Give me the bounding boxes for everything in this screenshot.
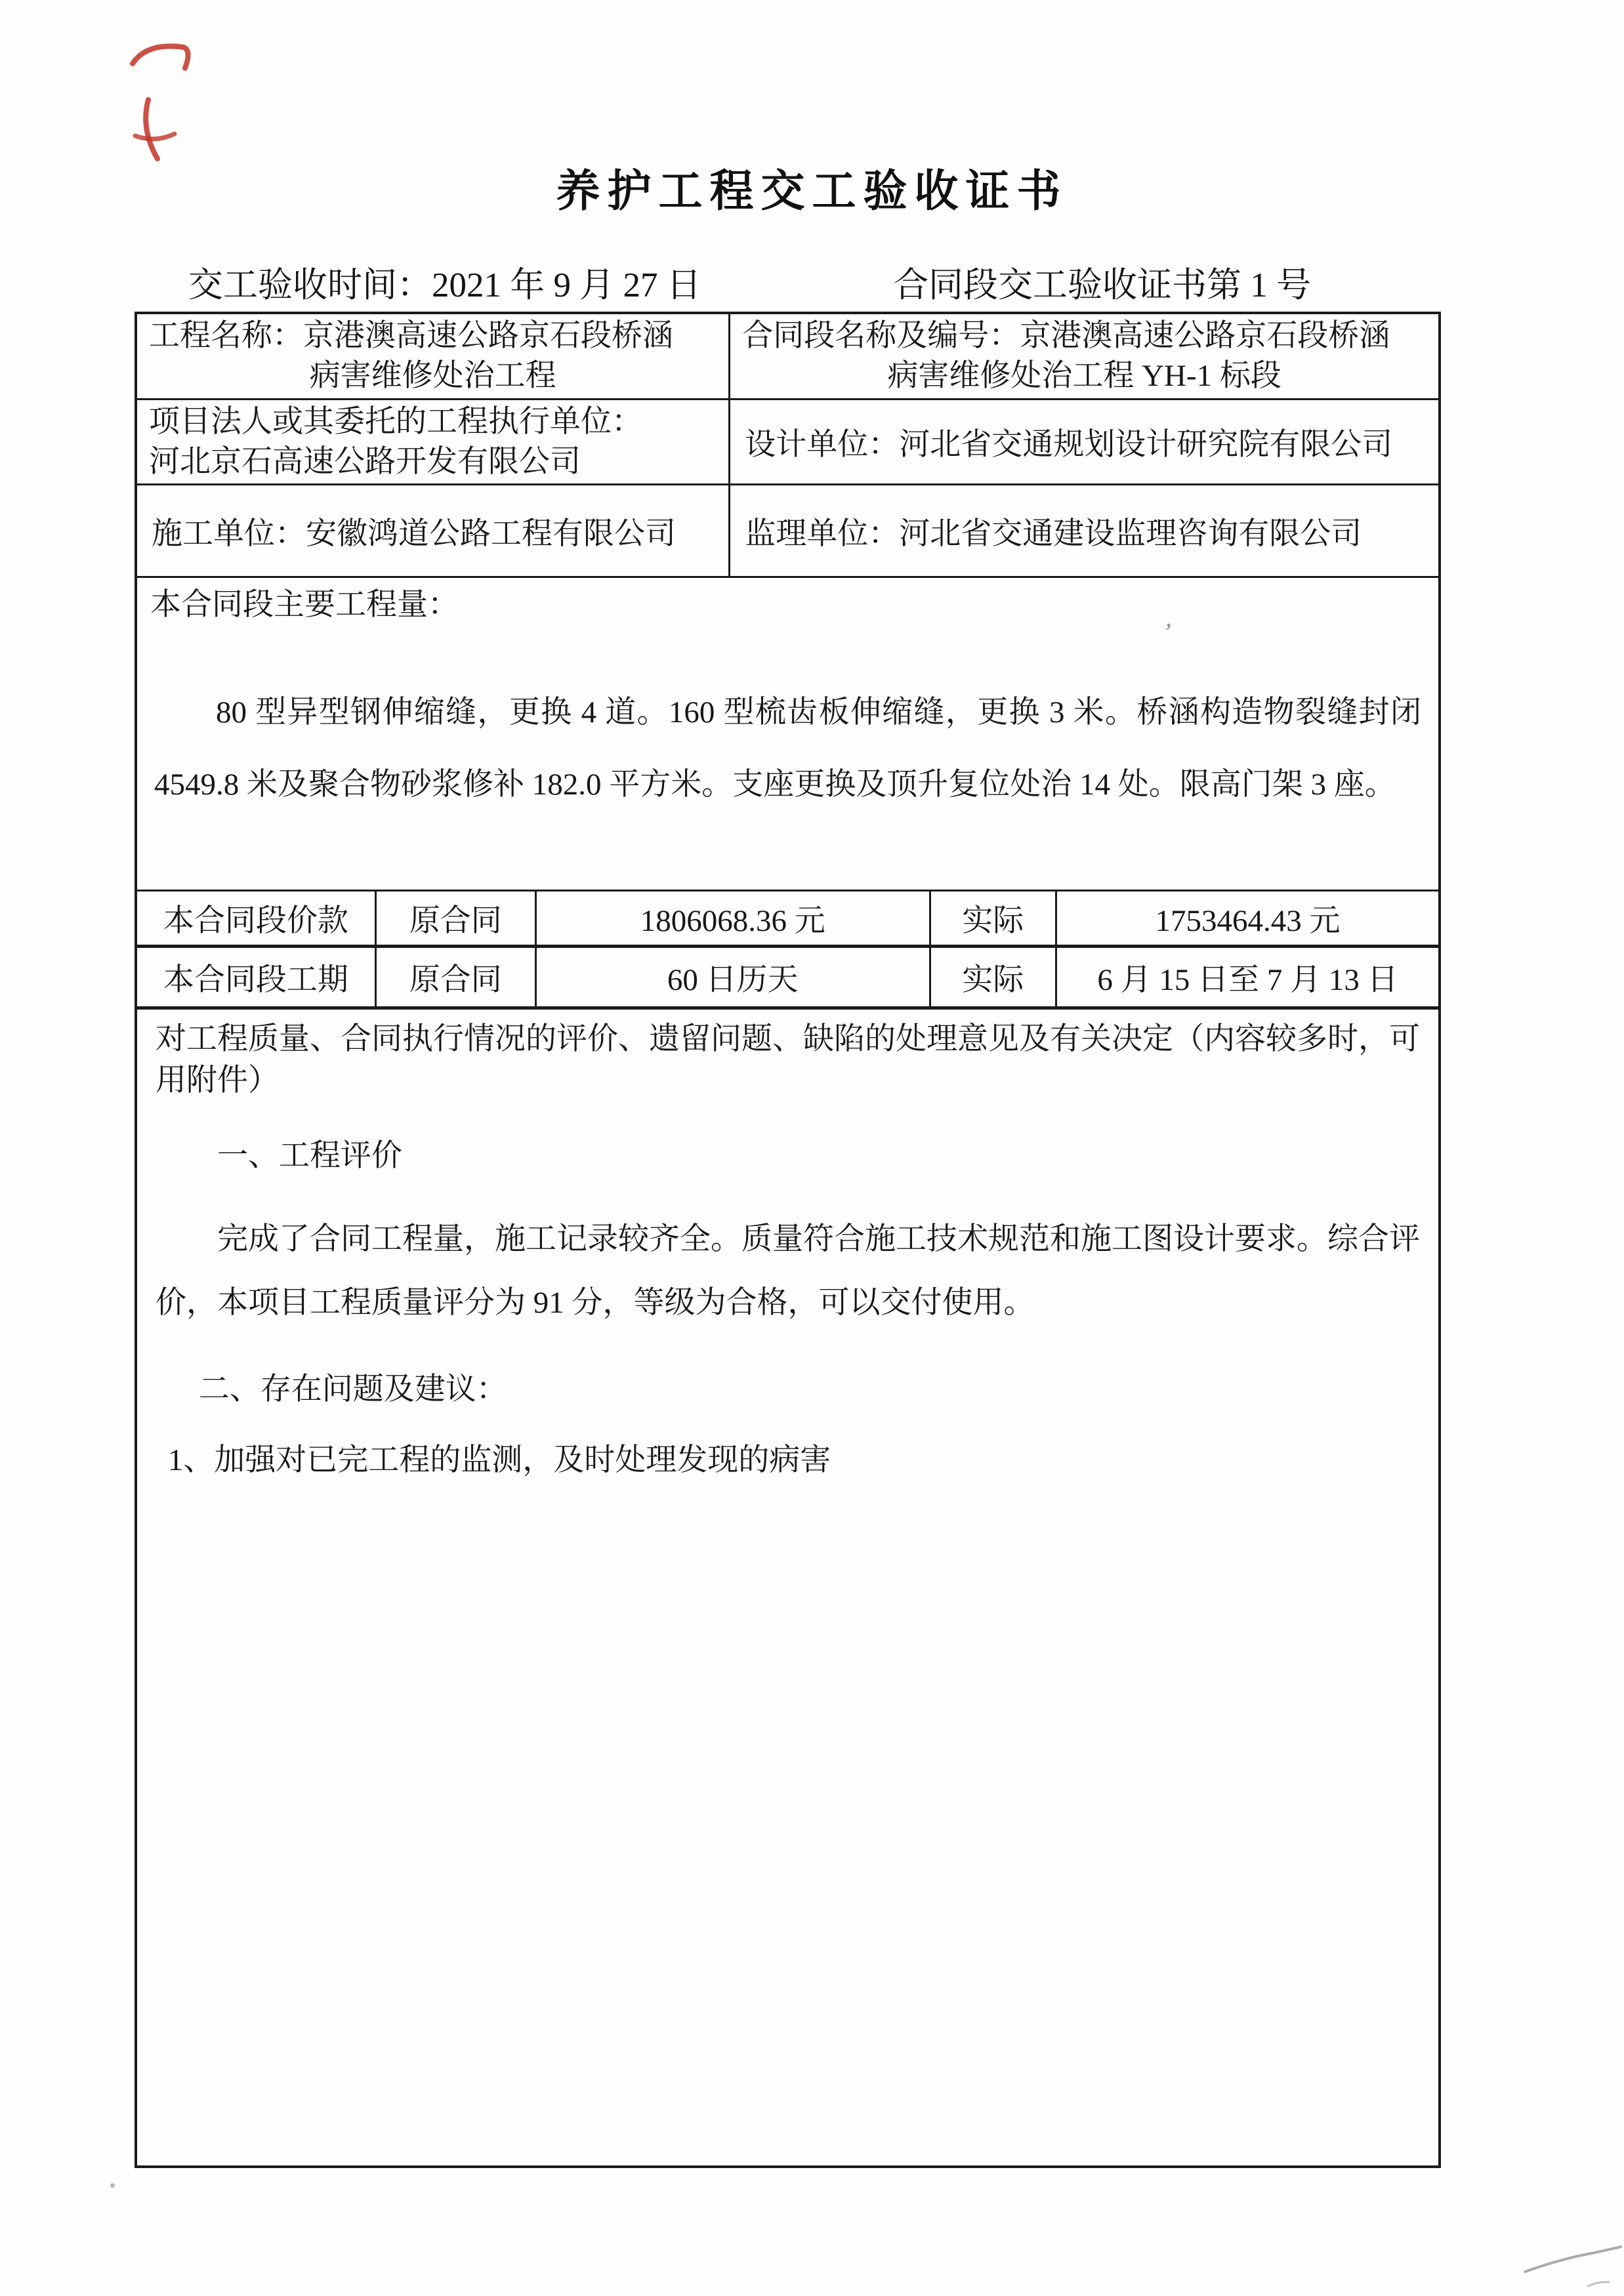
quantities-heading: 本合同段主要工程量： bbox=[150, 588, 459, 622]
evaluation-section1-body: 完成了合同工程量，施工记录较齐全。质量符合施工技术规范和施工图设计要求。综合评价，本项目工程质量评分为 91 分，等级为合格，可以交付使用。 bbox=[156, 1222, 1420, 1320]
executor-line1: 项目法人或其委托的工程执行单位： bbox=[149, 404, 642, 439]
table-row-contractor bbox=[137, 485, 1438, 578]
contract-name-cell bbox=[730, 314, 1438, 398]
designer-cell: 设计单位：河北省交通规划设计研究院有限公司 bbox=[745, 428, 1393, 462]
table-row-quantities bbox=[137, 578, 1438, 892]
contract-name-line2: 病害维修处治工程 YH-1 标段 bbox=[887, 359, 1281, 393]
evaluation-heading: 对工程质量、合同执行情况的评价、遗留问题、缺陷的处理意见及有关决定（内容较多时，可用附件） bbox=[156, 1022, 1420, 1097]
project-name-line2: 病害维修处治工程 bbox=[309, 359, 556, 393]
acceptance-time: 交工验收时间：2021 年 9 月 27 日 bbox=[188, 266, 701, 304]
executor-cell bbox=[137, 400, 730, 483]
price-orig-value-cell: 1806068.36 元 bbox=[537, 892, 931, 945]
contractor-cell: 施工单位：安徽鸿道公路工程有限公司 bbox=[137, 485, 730, 576]
table-row-evaluation bbox=[137, 1010, 1438, 2165]
scan-dot-artifact bbox=[110, 2183, 115, 2188]
duration-actual-value-cell: 6 月 15 日至 7 月 13 日 bbox=[1097, 963, 1398, 997]
scan-tick-artifact: ’ bbox=[1159, 617, 1175, 647]
price-orig-label-cell: 原合同 bbox=[377, 892, 537, 945]
evaluation-section2-item: 1、加强对已完工程的监测，及时处理发现的病害 bbox=[167, 1443, 831, 1477]
project-name-cell bbox=[137, 314, 730, 398]
table-row-price bbox=[137, 892, 1438, 948]
evaluation-section2-title: 二、存在问题及建议： bbox=[198, 1372, 507, 1406]
table-row-executor bbox=[137, 400, 1438, 485]
table-row-duration bbox=[137, 948, 1438, 1010]
price-label-cell: 本合同段价款 bbox=[137, 892, 377, 945]
duration-orig-label-cell: 原合同 bbox=[377, 948, 537, 1006]
executor-line2: 河北京石高速公路开发有限公司 bbox=[149, 444, 581, 479]
table-row-project bbox=[137, 314, 1438, 400]
evaluation-cell bbox=[137, 1010, 1438, 2165]
evaluation-section1-title: 一、工程评价 bbox=[217, 1139, 402, 1173]
supervisor-cell: 监理单位：河北省交通建设监理咨询有限公司 bbox=[745, 516, 1362, 551]
duration-label-cell: 本合同段工期 bbox=[137, 948, 377, 1006]
certificate-table bbox=[135, 312, 1441, 2168]
duration-actual-label-cell: 实际 bbox=[931, 948, 1057, 1006]
contract-name-line1: 合同段名称及编号：京港澳高速公路京石段桥涵 bbox=[742, 319, 1390, 353]
quantities-paragraph: 80 型异型钢伸缩缝，更换 4 道。160 型梳齿板伸缩缝，更换 3 米。桥涵构造物裂缝封闭 4549.8 米及聚合物砂浆修补 182.0 平方米。支座更换及顶升复位处治 14 处。限高门架 3 座。 bbox=[154, 695, 1421, 802]
project-name-line1: 工程名称：京港澳高速公路京石段桥涵 bbox=[149, 319, 673, 353]
certificate-number: 合同段交工验收证书第 1 号 bbox=[894, 266, 1311, 304]
duration-orig-value-cell: 60 日历天 bbox=[537, 948, 931, 1006]
page-title: 养护工程交工验收证书 bbox=[556, 167, 1068, 216]
price-actual-label-cell: 实际 bbox=[931, 892, 1057, 945]
price-actual-value-cell: 1753464.43 元 bbox=[1155, 904, 1341, 938]
pencil-scratch-artifact bbox=[1522, 2240, 1624, 2296]
quantities-cell bbox=[137, 578, 1438, 890]
